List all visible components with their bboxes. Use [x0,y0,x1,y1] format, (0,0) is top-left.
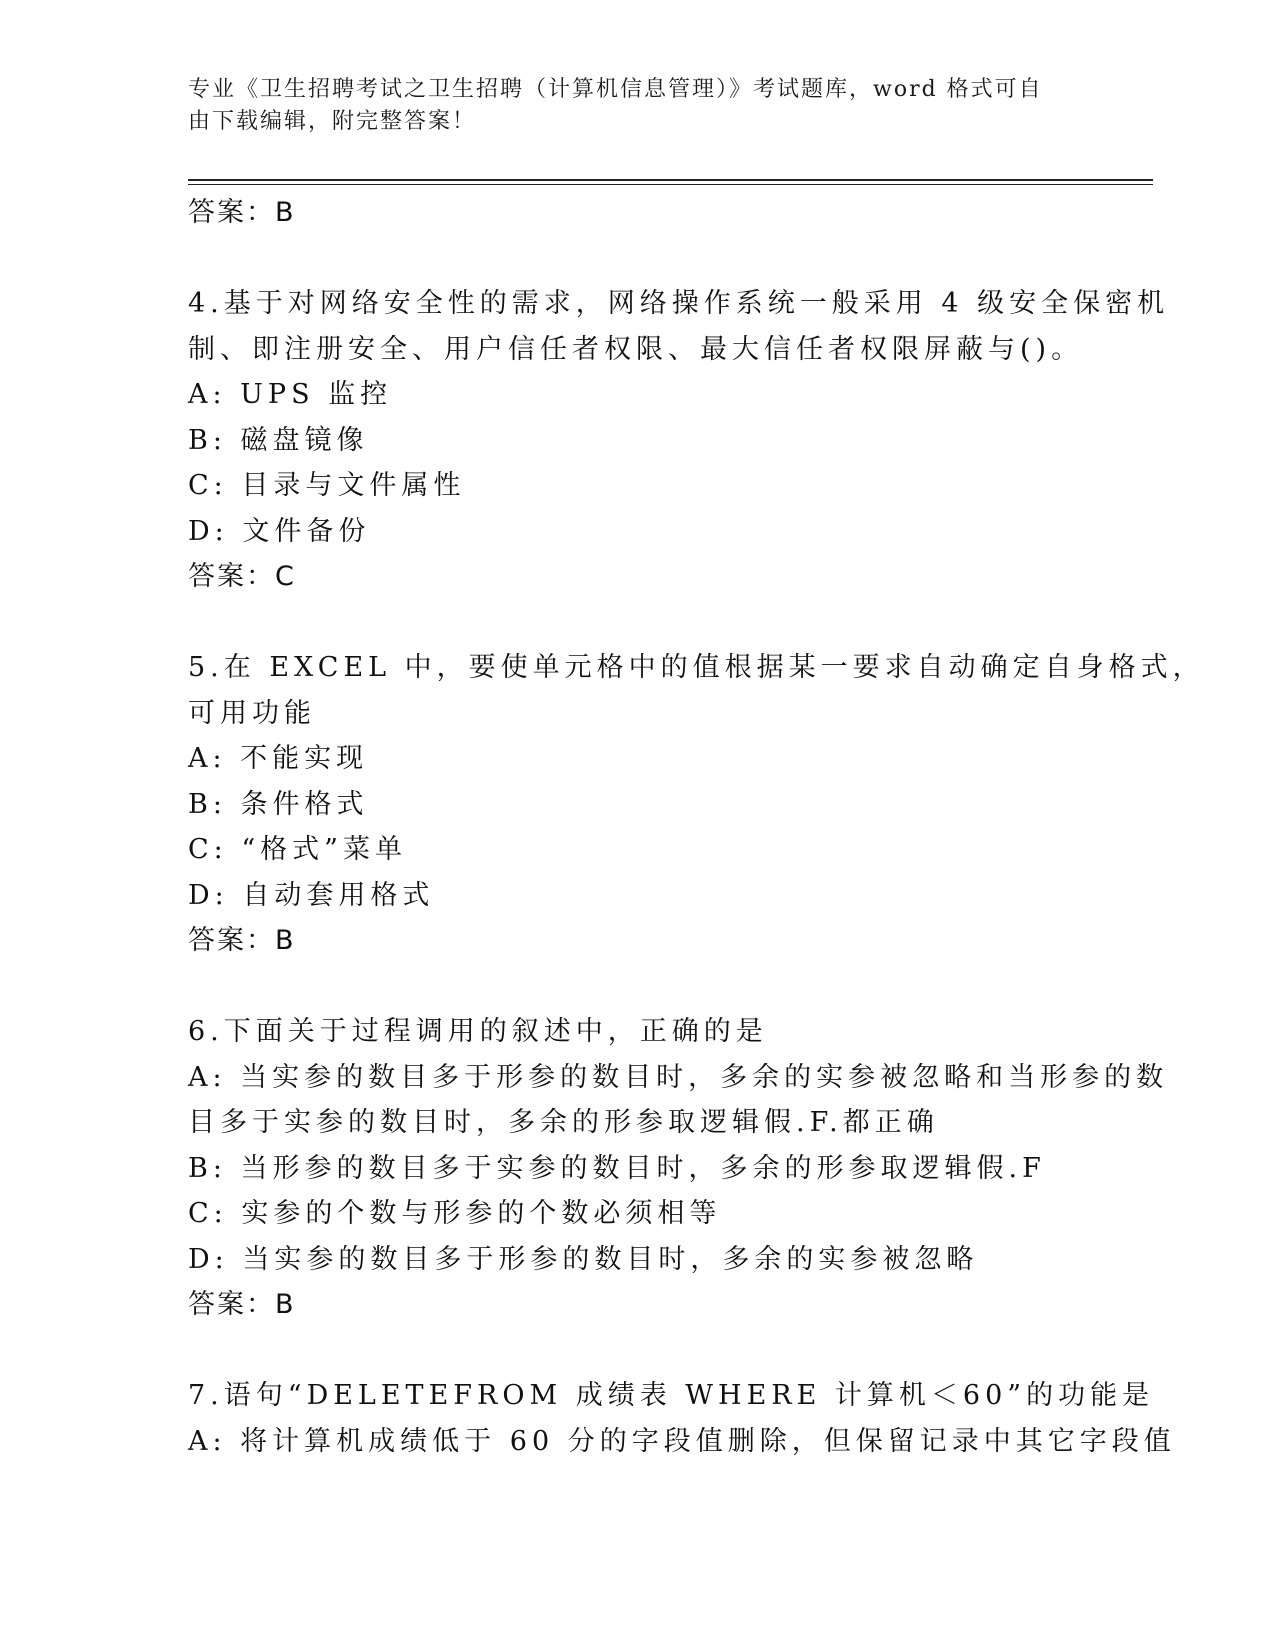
question-4-answer: 答案：C [188,561,296,592]
document-header [188,74,1068,138]
question-4-stem-line-2: 制、即注册安全、用户信任者权限、最大信任者权限屏蔽与()。 [188,333,1084,365]
question-5-stem-line-2: 可用功能 [188,697,316,729]
question-6-stem: 6.下面关于过程调用的叙述中，正确的是 [188,1016,768,1047]
header-line-1: 专业《卫生招聘考试之卫生招聘（计算机信息管理）》考试题库，word 格式可自 [188,77,1043,102]
spacer [188,964,1088,1010]
answer-previous: 答案：B [188,197,296,228]
question-5-option-c: C: “格式”菜单 [188,834,407,865]
header-line-2: 由下载编辑，附完整答案！ [188,109,477,134]
question-6-option-b: B: 当形参的数目多于实参的数目时，多余的形参取逻辑假.F [188,1152,1046,1184]
question-4-stem-line-1: 4.基于对网络安全性的需求，网络操作系统一般采用 4 级安全保密机 [188,288,1170,319]
question-6-answer: 答案：B [188,1289,296,1320]
question-5-stem-line-1: 5.在 EXCEL 中，要使单元格中的值根据某一要求自动确定自身格式， [188,652,1205,683]
question-4-option-d: D: 文件备份 [188,515,371,547]
question-4-option-b: B: 磁盘镜像 [188,424,369,456]
question-5 [188,645,1205,964]
question-6 [188,1009,1169,1328]
question-7-option-a: A: 将计算机成绩低于 60 分的字段值删除，但保留记录中其它字段值 [188,1425,1176,1457]
question-4-option-c: C: 目录与文件属性 [188,470,466,501]
header-divider-thin [188,184,1153,185]
question-6-option-a-line-2: 目多于实参的数目时，多余的形参取逻辑假.F.都正确 [188,1107,939,1138]
spacer [188,1328,1088,1374]
question-5-option-a: A: 不能实现 [188,743,369,774]
question-4-option-a: A: UPS 监控 [188,379,393,410]
question-6-option-d: D: 当实参的数目多于形参的数目时，多余的实参被忽略 [188,1243,979,1275]
spacer [188,600,1088,646]
question-7-stem: 7.语句“DELETEFROM 成绩表 WHERE 计算机＜60”的功能是 [188,1380,1155,1411]
question-5-option-d: D: 自动套用格式 [188,879,435,911]
question-4 [188,281,1170,600]
question-5-option-b: B: 条件格式 [188,788,369,820]
spacer [188,236,1088,282]
question-6-option-c: C: 实参的个数与形参的个数必须相等 [188,1198,722,1229]
header-divider-thick [188,179,1153,181]
question-7 [188,1373,1176,1464]
question-5-answer: 答案：B [188,925,296,956]
question-list [188,190,1205,1464]
question-6-option-a-line-1: A: 当实参的数目多于形参的数目时，多余的实参被忽略和当形参的数 [188,1061,1169,1093]
